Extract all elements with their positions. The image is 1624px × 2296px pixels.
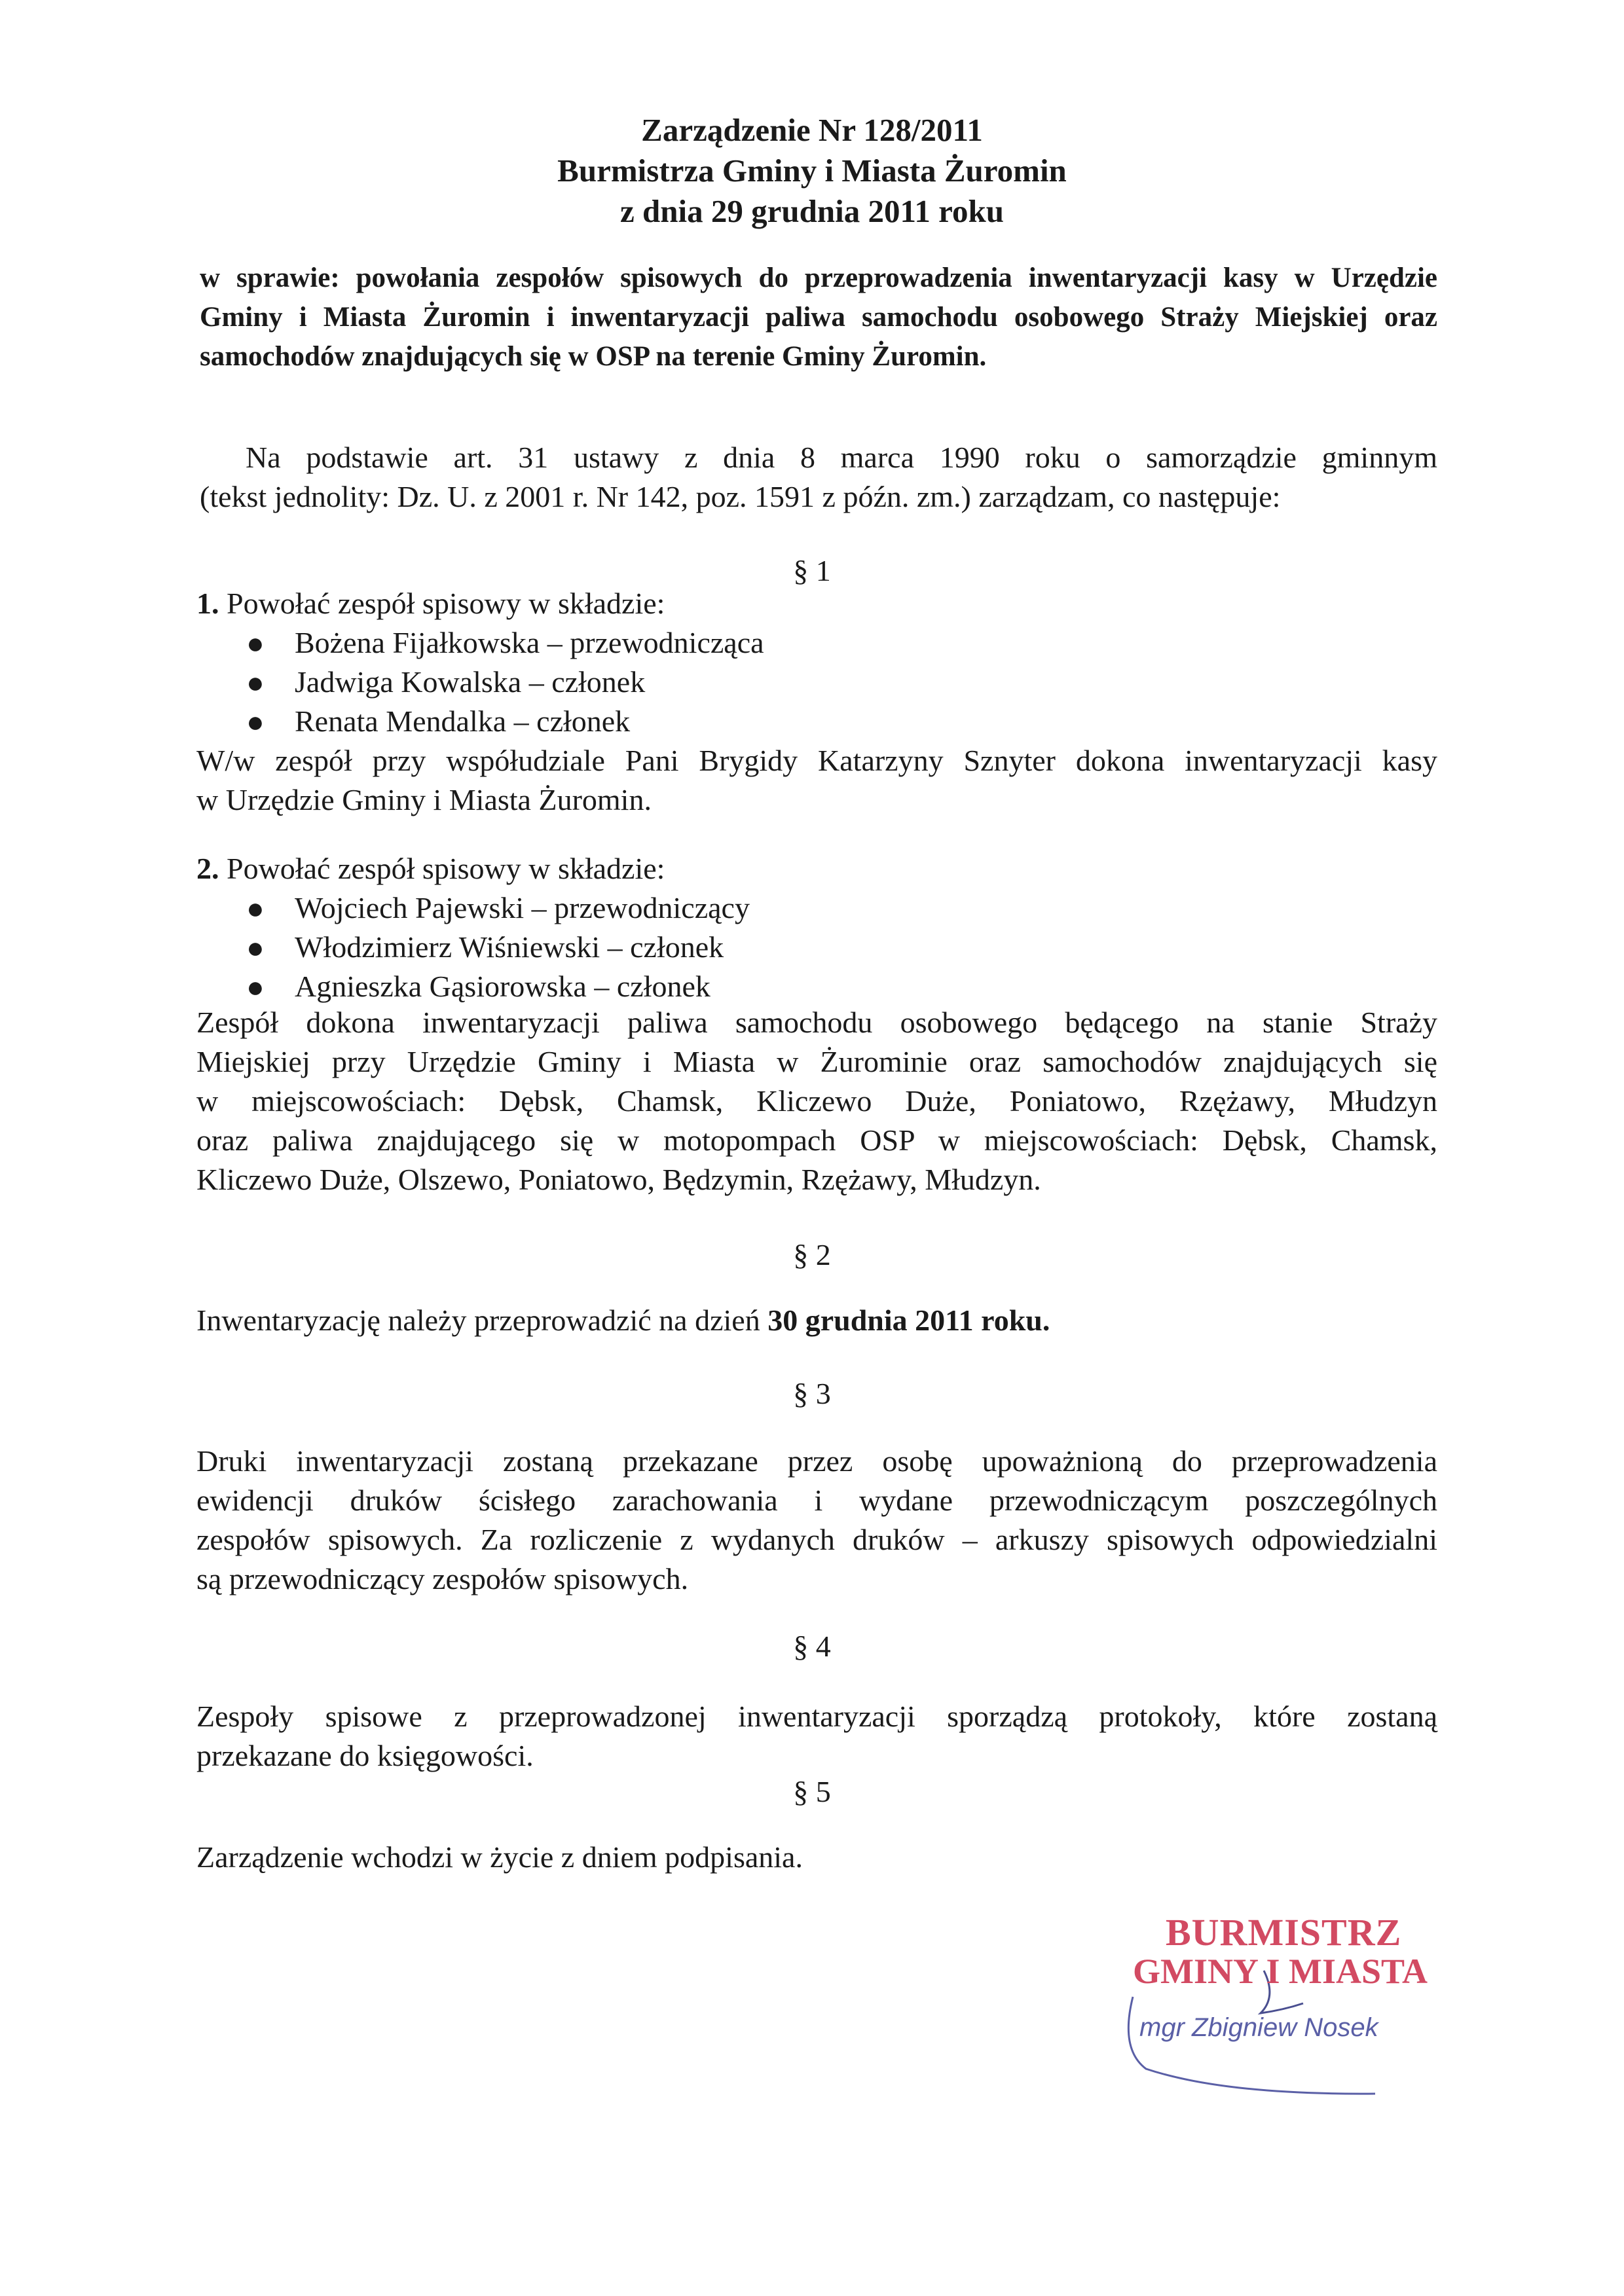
document-date: z dnia 29 grudnia 2011 roku (620, 193, 1004, 229)
team-number: 2. (196, 852, 219, 885)
section-text-line: przekazane do księgowości. (196, 1739, 534, 1772)
team-member: Włodzimierz Wiśniewski – członek (295, 930, 724, 964)
bullet-icon: ● (246, 627, 265, 660)
section-text-line: Zespoły spisowe z przeprowadzonej inwentaryzacji sporządzą protokoły, które zostaną (196, 1700, 1437, 1733)
team-task-line: Kliczewo Duże, Olszewo, Poniatowo, Będzymin, Rzężawy, Młudzyn. (196, 1163, 1041, 1196)
section-heading: § 5 (793, 1775, 831, 1808)
team-task-line: Zespół dokona inwentaryzacji paliwa samochodu osobowego będącego na stanie Straży (196, 1006, 1437, 1039)
team-member: Bożena Fijałkowska – przewodnicząca (295, 626, 764, 659)
bullet-icon: ● (246, 892, 265, 925)
team-intro-text: Powołać zespół spisowy w składzie: (219, 852, 665, 885)
stamp-line: BURMISTRZ (1166, 1911, 1402, 1954)
team-task-line: Miejskiej przy Urzędzie Gminy i Miasta w Żurominie oraz samochodów znajdujących się (196, 1045, 1437, 1078)
team-task-line: w miejscowościach: Dębsk, Chamsk, Kliczewo Duże, Poniatowo, Rzężawy, Młudzyn (196, 1084, 1437, 1118)
team-task-line: w Urzędzie Gminy i Miasta Żuromin. (196, 783, 652, 816)
team-task-line: oraz paliwa znajdującego się w motopompach OSP w miejscowościach: Dębsk, Chamsk, (196, 1123, 1437, 1157)
signatory-name: mgr Zbigniew Nosek (1139, 2013, 1378, 2042)
bullet-icon: ● (246, 931, 265, 964)
section-text-line: zespołów spisowych. Za rozliczenie z wydanych druków – arkuszy spisowych odpowiedzialni (196, 1523, 1437, 1556)
stamp-line: GMINY I MIASTA (1133, 1952, 1428, 1991)
preamble-line: Na podstawie art. 31 ustawy z dnia 8 marca 1990 roku o samorządzie gminnym (246, 441, 1437, 474)
section-text-plain: Inwentaryzację należy przeprowadzić na dzień (196, 1303, 768, 1337)
bullet-icon: ● (246, 666, 265, 699)
document-title: Zarządzenie Nr 128/2011 (641, 112, 983, 148)
subject-line: Gminy i Miasta Żuromin i inwentaryzacji paliwa samochodu osobowego Straży Miejskiej oraz (200, 302, 1437, 333)
section-heading: § 4 (793, 1630, 831, 1663)
document-issuer: Burmistrza Gminy i Miasta Żuromin (557, 153, 1067, 189)
team-task-line: W/w zespół przy współudziale Pani Brygidy Katarzyny Sznyter dokona inwentaryzacji kasy (196, 744, 1437, 777)
team-member: Renata Mendalka – członek (295, 704, 631, 738)
team-intro (196, 851, 665, 886)
inventory-date: 30 grudnia 2011 roku. (767, 1303, 1050, 1337)
section-text: Zarządzenie wchodzi w życie z dniem podpisania. (196, 1840, 803, 1874)
section-heading: § 2 (793, 1238, 831, 1271)
official-stamp (1107, 1899, 1447, 2121)
bullet-icon: ● (246, 705, 265, 738)
section-text-line: ewidencji druków ścisłego zarachowania i wydane przewodniczącym poszczególnych (196, 1484, 1437, 1517)
team-intro-text: Powołać zespół spisowy w składzie: (219, 587, 665, 620)
section-text-line: są przewodniczący zespołów spisowych. (196, 1562, 689, 1595)
team-intro (196, 586, 665, 621)
subject-line: w sprawie: powołania zespołów spisowych do przeprowadzenia inwentaryzacji kasy w Urzędzie (200, 263, 1437, 293)
subject-line: samochodów znajdujących się w OSP na terenie Gminy Żuromin. (200, 341, 987, 372)
team-member: Jadwiga Kowalska – członek (295, 665, 646, 699)
team-number: 1. (196, 587, 219, 620)
team-member: Agnieszka Gąsiorowska – członek (295, 970, 710, 1003)
preamble-line: (tekst jednolity: Dz. U. z 2001 r. Nr 142, poz. 1591 z późn. zm.) zarządzam, co następuje: (200, 480, 1281, 513)
section-text (196, 1303, 1050, 1338)
section-heading: § 3 (793, 1377, 831, 1410)
bullet-icon: ● (246, 970, 265, 1004)
section-heading: § 1 (793, 554, 831, 587)
team-member: Wojciech Pajewski – przewodniczący (295, 891, 750, 924)
section-text-line: Druki inwentaryzacji zostaną przekazane przez osobę upoważnioną do przeprowadzenia (196, 1444, 1437, 1478)
